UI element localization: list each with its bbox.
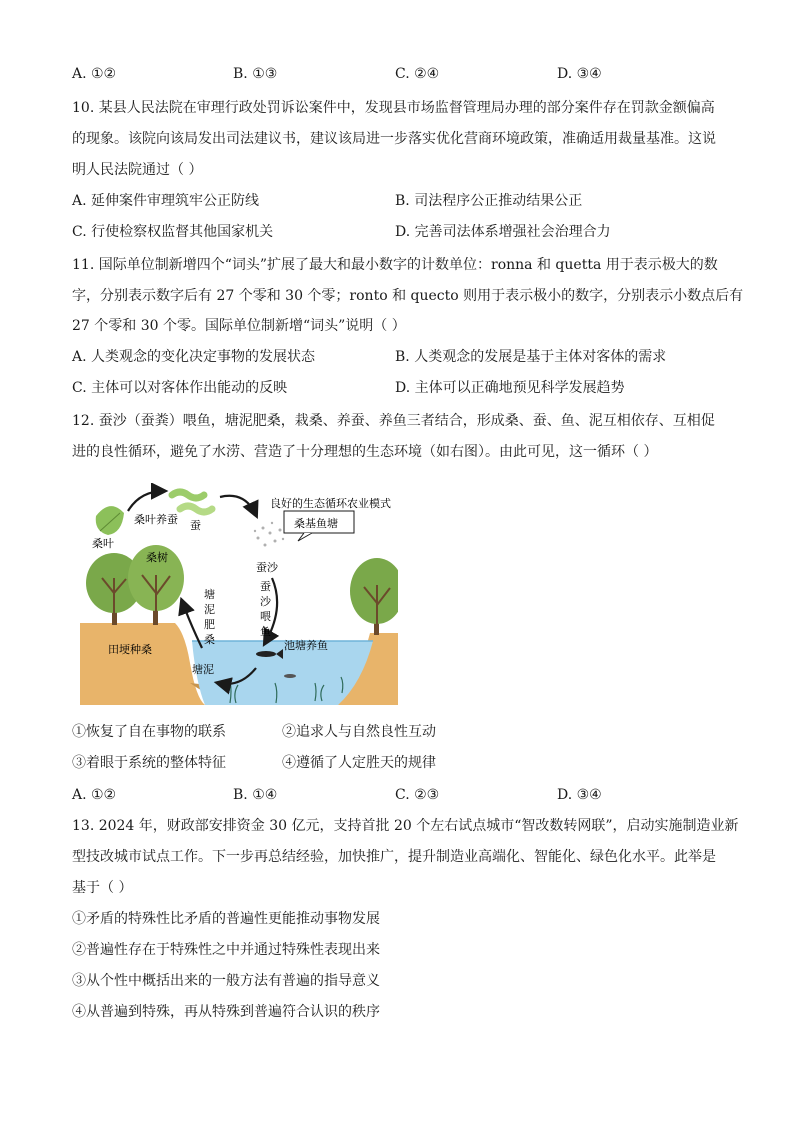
label-mud-4: 桑 <box>204 633 215 646</box>
q13-stem-line-3: 基于（ ） <box>72 880 133 896</box>
arrow-leaf-to-silkworm <box>128 491 164 511</box>
q9-option-a: A. ①② <box>72 66 117 82</box>
q13-statement-3: ③从个性中概括出来的一般方法有普遍的指导意义 <box>72 973 380 989</box>
q11-stem-line-3: 27 个零和 30 个零。国际单位制新增“词头”说明（ ） <box>72 318 406 334</box>
label-field: 田埂种桑 <box>108 643 152 656</box>
label-box: 桑基鱼塘 <box>294 517 338 530</box>
q11-option-d: D. 主体可以正确地预见科学发展趋势 <box>395 380 625 396</box>
q9-option-d: D. ③④ <box>557 66 602 82</box>
q13-statement-1: ①矛盾的特殊性比矛盾的普遍性更能推动事物发展 <box>72 911 380 927</box>
q10-stem-line-1: 10. 某县人民法院在审理行政处罚诉讼案件中，发现县市场监督管理局办理的部分案件存在罚款金额偏高 <box>72 100 715 116</box>
label-mud-1: 塘 <box>204 588 215 601</box>
q9-option-b: B. ①③ <box>233 66 278 82</box>
mulberry-leaf-icon <box>96 506 124 535</box>
label-pond-fish: 池塘养鱼 <box>284 639 328 652</box>
q10-stem-line-2: 的现象。该院向该局发出司法建议书，建议该局进一步落实优化营商环境政策，准确适用裁量基准。这说 <box>72 131 716 147</box>
silkworm-icon <box>172 492 212 512</box>
label-pond-mud: 塘泥 <box>192 663 214 676</box>
label-silkworm: 蚕 <box>190 519 201 532</box>
q12-statement-3: ③着眼于系统的整体特征 <box>72 755 226 771</box>
silkworm-droppings-icon <box>254 522 284 547</box>
q13-statement-2: ②普遍性存在于特殊性之中并通过特殊性表现出来 <box>72 942 380 958</box>
q11-option-b: B. 人类观念的发展是基于主体对客体的需求 <box>395 349 667 365</box>
label-mud-2: 泥 <box>204 603 215 616</box>
label-tree: 桑树 <box>146 551 168 564</box>
q12-option-b: B. ①④ <box>233 787 278 803</box>
q13-stem-line-1: 13. 2024 年，财政部安排资金 30 亿元，支持首批 20 个左右试点城市“智改数转网联”，启动实施制造业新 <box>72 818 739 834</box>
q12-option-c: C. ②③ <box>395 787 440 803</box>
q12-stem-line-1: 12. 蚕沙（蚕粪）喂鱼，塘泥肥桑，栽桑、养蚕、养鱼三者结合，形成桑、蚕、鱼、泥互相依存、互相促 <box>72 413 715 429</box>
q12-option-d: D. ③④ <box>557 787 602 803</box>
q11-stem-line-1: 11. 国际单位制新增四个“词头”扩展了最大和最小数字的计数单位：ronna 和 quetta 用于表示极大的数 <box>72 257 718 273</box>
q11-option-c: C. 主体可以对客体作出能动的反映 <box>72 380 288 396</box>
q10-option-c: C. 行使检察权监督其他国家机关 <box>72 224 274 240</box>
q9-option-c: C. ②④ <box>395 66 440 82</box>
label-feed-silkworm: 桑叶养蚕 <box>134 513 178 526</box>
arrow-silkworm-to-droppings <box>220 496 256 515</box>
q10-stem-line-3: 明人民法院通过（ ） <box>72 162 203 178</box>
q10-option-d: D. 完善司法体系增强社会治理合力 <box>395 224 611 240</box>
q10-option-a: A. 延伸案件审理筑牢公正防线 <box>72 193 260 209</box>
label-mud-3: 肥 <box>204 618 215 631</box>
label-mode: 良好的生态循环农业模式 <box>270 497 391 510</box>
q12-stem-line-2: 进的良性循环，避免了水涝、营造了十分理想的生态环境（如右图）。由此可见，这一循环（ ） <box>72 444 658 460</box>
label-feed-fish-2: 沙 <box>260 595 271 608</box>
q13-statement-4: ④从普遍到特殊，再从特殊到普遍符合认识的秩序 <box>72 1004 380 1020</box>
label-silk-sand: 蚕沙 <box>256 561 278 574</box>
q11-option-a: A. 人类观念的变化决定事物的发展状态 <box>72 349 316 365</box>
q10-option-b: B. 司法程序公正推动结果公正 <box>395 193 583 209</box>
q12-statement-2: ②追求人与自然良性互动 <box>282 724 436 740</box>
q11-stem-line-2: 字，分别表示数字后有 27 个零和 30 个零；ronto 和 quecto 则用于表示极小的数字，分别表示小数点后有 <box>72 288 744 304</box>
q12-statement-4: ④遵循了人定胜天的规律 <box>282 755 436 771</box>
q13-stem-line-2: 型技改城市试点工作。下一步再总结经验，加快推广，提升制造业高端化、智能化、绿色化水平。此举是 <box>72 849 716 865</box>
label-feed-fish-3: 喂 <box>260 610 271 623</box>
q12-statement-1: ①恢复了自在事物的联系 <box>72 724 226 740</box>
label-feed-fish-1: 蚕 <box>260 580 271 593</box>
mulberry-fish-pond-diagram <box>80 483 398 705</box>
mulberry-tree-right-icon <box>350 558 398 635</box>
label-feed-fish-4: 鱼 <box>260 625 271 638</box>
label-leaf: 桑叶 <box>92 537 114 550</box>
q12-option-a: A. ①② <box>72 787 117 803</box>
embankment-left <box>80 623 205 705</box>
